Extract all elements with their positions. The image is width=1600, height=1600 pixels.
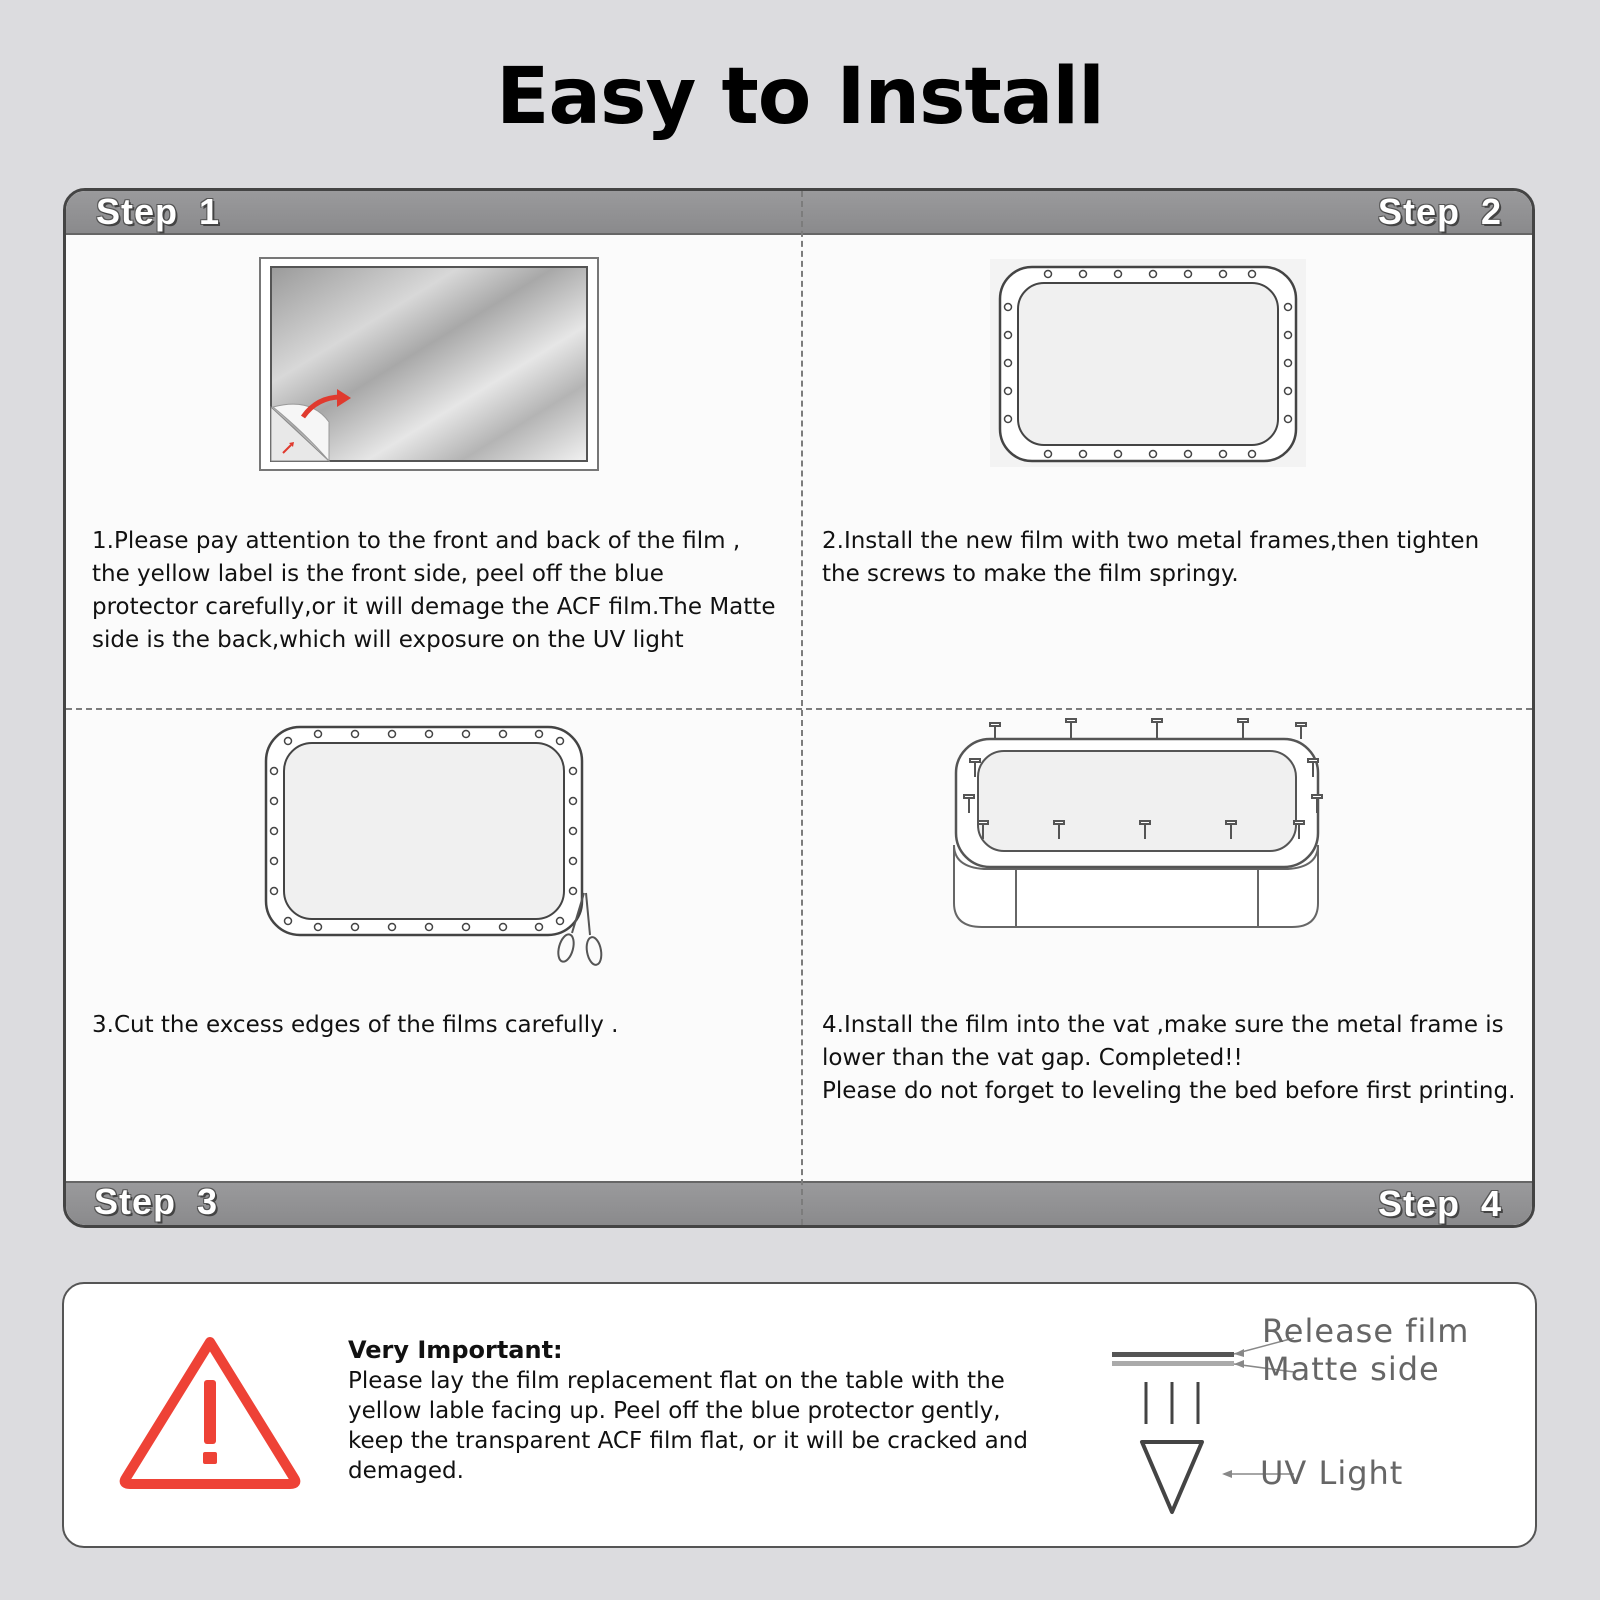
page-title: Easy to Install xyxy=(496,52,1104,142)
step-2-text: 2.Install the new film with two metal frames,then tighten the screws to make the film springy. xyxy=(822,528,1480,587)
uv-light-label: UV Light xyxy=(1260,1454,1404,1492)
bottom-bar xyxy=(66,1181,1532,1225)
release-film-label: Release film xyxy=(1262,1312,1470,1350)
step-3-label: Step 3 xyxy=(94,1181,219,1222)
steps-panel xyxy=(63,188,1535,1228)
step-1-text: 1.Please pay attention to the front and back of the film , the yellow label is the front side, peel off the blue protector carefully,or it will demage the ACF film.The Matte side is the back,which will exposure on the UV light xyxy=(92,528,776,653)
vat-illustration xyxy=(948,717,1328,937)
step-3-text: 3.Cut the excess edges of the films carefully . xyxy=(92,1012,619,1038)
warning-icon xyxy=(118,1332,302,1492)
important-note-panel xyxy=(62,1282,1537,1548)
note-body: Please lay the film replacement flat on the table with the yellow lable facing up. Peel off the blue protector gently, keep the transparent ACF film flat, or it will be cracked and demaged. xyxy=(348,1368,1028,1484)
matte-side-label: Matte side xyxy=(1262,1350,1440,1388)
step-4-text: 4.Install the film into the vat ,make sure the metal frame is lower than the vat gap. Completed!! Please do not forget to leveling the bed before first printing. xyxy=(822,1012,1516,1104)
note-title: Very Important: xyxy=(348,1336,563,1364)
step-4-label: Step 4 xyxy=(1377,1183,1502,1224)
cut-illustration xyxy=(264,723,614,978)
frame-illustration xyxy=(990,259,1306,467)
film-peel-illustration xyxy=(259,257,601,473)
horizontal-divider xyxy=(66,708,1532,710)
top-bar xyxy=(66,191,1532,235)
step-2-label: Step 2 xyxy=(1377,191,1502,232)
step-1-label: Step 1 xyxy=(96,191,221,232)
